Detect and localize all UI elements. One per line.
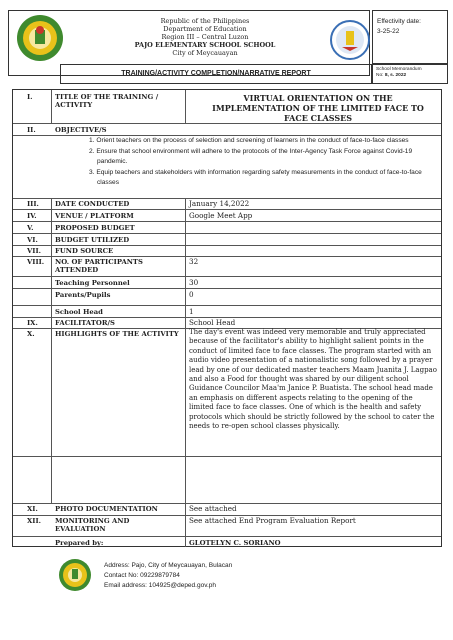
effectivity-date: 3-25-22 (377, 28, 400, 35)
facilitator-value: School Head (189, 318, 236, 327)
school-head-label: School Head (55, 308, 103, 316)
footer-address: Address: Pajo, City of Meycauayan, Bulacan (104, 562, 233, 569)
parents-label: Parents/Pupils (55, 291, 111, 299)
objective-item: 2. Ensure that school environment will adhere to the protocols of the Inter-Agency Task Force against Covid-19 pandemic. (89, 147, 413, 165)
objective-item: 1. Orient teachers on the process of selection and screening of learners in the conduct of face-to-face classes (89, 137, 409, 144)
prepared-by-label: Prepared by: (55, 539, 104, 547)
department-line: Department of Education (163, 25, 247, 33)
objective-item: 3. Equip teachers and stakeholders with information regarding safety measurements in the conduct of face-to-face classes (89, 168, 422, 186)
section-num: XII. (27, 517, 41, 525)
title-label: TITLE OF THE TRAINING / ACTIVITY (55, 93, 159, 109)
participants-label: NO. OF PARTICIPANTS ATTENDED (55, 258, 143, 274)
venue-label: VENUE / PLATFORM (55, 212, 134, 220)
section-num: IX. (27, 319, 38, 327)
deped-seal-icon (330, 20, 370, 60)
prepared-by-name: GLOTELYN C. SORIANO (189, 539, 281, 547)
fund-source-label: FUND SOURCE (55, 247, 114, 255)
date-label: DATE CONDUCTED (55, 200, 130, 208)
section-num: X. (27, 330, 35, 338)
monitoring-value: See attached End Program Evaluation Report (189, 516, 356, 525)
header-text (90, 17, 320, 57)
date-value: January 14,2022 (189, 199, 250, 208)
section-num: II. (27, 126, 36, 134)
report-table (12, 89, 442, 547)
section-num: VII. (27, 247, 41, 255)
photo-value: See attached (189, 504, 237, 513)
memo-no-label: No: (376, 73, 384, 78)
section-num: I. (27, 93, 33, 101)
report-title: TRAINING/ACTIVITY COMPLETION/NARRATIVE REPORT (60, 64, 372, 84)
city-line: City of Meycauayan (172, 49, 238, 57)
memo-label: School Memorandum (376, 67, 422, 72)
facilitator-label: FACILITATOR/S (55, 319, 115, 327)
venue-value: Google Meet App (189, 211, 253, 220)
footer-contact (104, 561, 232, 591)
participants-value: 32 (189, 257, 199, 266)
section-num: VIII. (27, 258, 45, 266)
republic-line: Republic of the Philippines (160, 17, 250, 25)
school-name: PAJO ELEMENTARY SCHOOL SCHOOL (134, 41, 276, 49)
monitoring-label: MONITORING AND EVALUATION (55, 517, 130, 533)
highlights-text: The day's event was indeed very memorable and truly appreciated because of the facilitator's ability to highlight salient points in the conduct of limited face to face classes. The program started with an audio video presentation of a nationalistic song followed by a prayer lead by one of our dedicated master teachers Maam Juanita J. Lagpao and also a Food for thought was shared by our diligent school Guidance Councilor Maa'm Janice P. Buatista. The school head made an emphasis on different aspects relating to the opening of the limited face to face classes. One of which is the health and safety protocols which should be strictly followed by the school to cater the needs to re-open school classes physically. (189, 328, 437, 431)
section-num: V. (27, 224, 34, 232)
school-head-value: 1 (189, 307, 194, 316)
activity-title: VIRTUAL ORIENTATION ON THE IMPLEMENTATION OF THE LIMITED FACE TO FACE CLASSES (212, 93, 424, 123)
proposed-budget-label: PROPOSED BUDGET (55, 224, 135, 232)
photo-label: PHOTO DOCUMENTATION (55, 505, 158, 513)
memo-box (372, 64, 448, 84)
section-num: III. (27, 200, 39, 208)
budget-utilized-label: BUDGET UTILIZED (55, 236, 130, 244)
footer-email: Email address: 104925@deped.gov.ph (104, 582, 216, 589)
teaching-value: 30 (189, 278, 199, 287)
objectives-list (87, 136, 439, 189)
footer-contact-number: Contact No: 09229879784 (104, 572, 180, 579)
effectivity-label: Effectivity date: (377, 18, 421, 25)
section-num: IV. (27, 212, 37, 220)
parents-value: 0 (189, 290, 194, 299)
school-seal-icon (16, 14, 64, 62)
section-num: XI. (27, 505, 38, 513)
section-num: VI. (27, 236, 38, 244)
memo-no: 8, s. 2022 (384, 73, 407, 78)
teaching-label: Teaching Personnel (55, 279, 130, 287)
region-line: Region III – Central Luzon (161, 33, 249, 41)
highlights-label: HIGHLIGHTS OF THE ACTIVITY (55, 330, 179, 338)
school-seal-footer-icon (58, 558, 92, 592)
effectivity-box (372, 10, 448, 64)
objectives-label: OBJECTIVE/S (55, 126, 107, 134)
